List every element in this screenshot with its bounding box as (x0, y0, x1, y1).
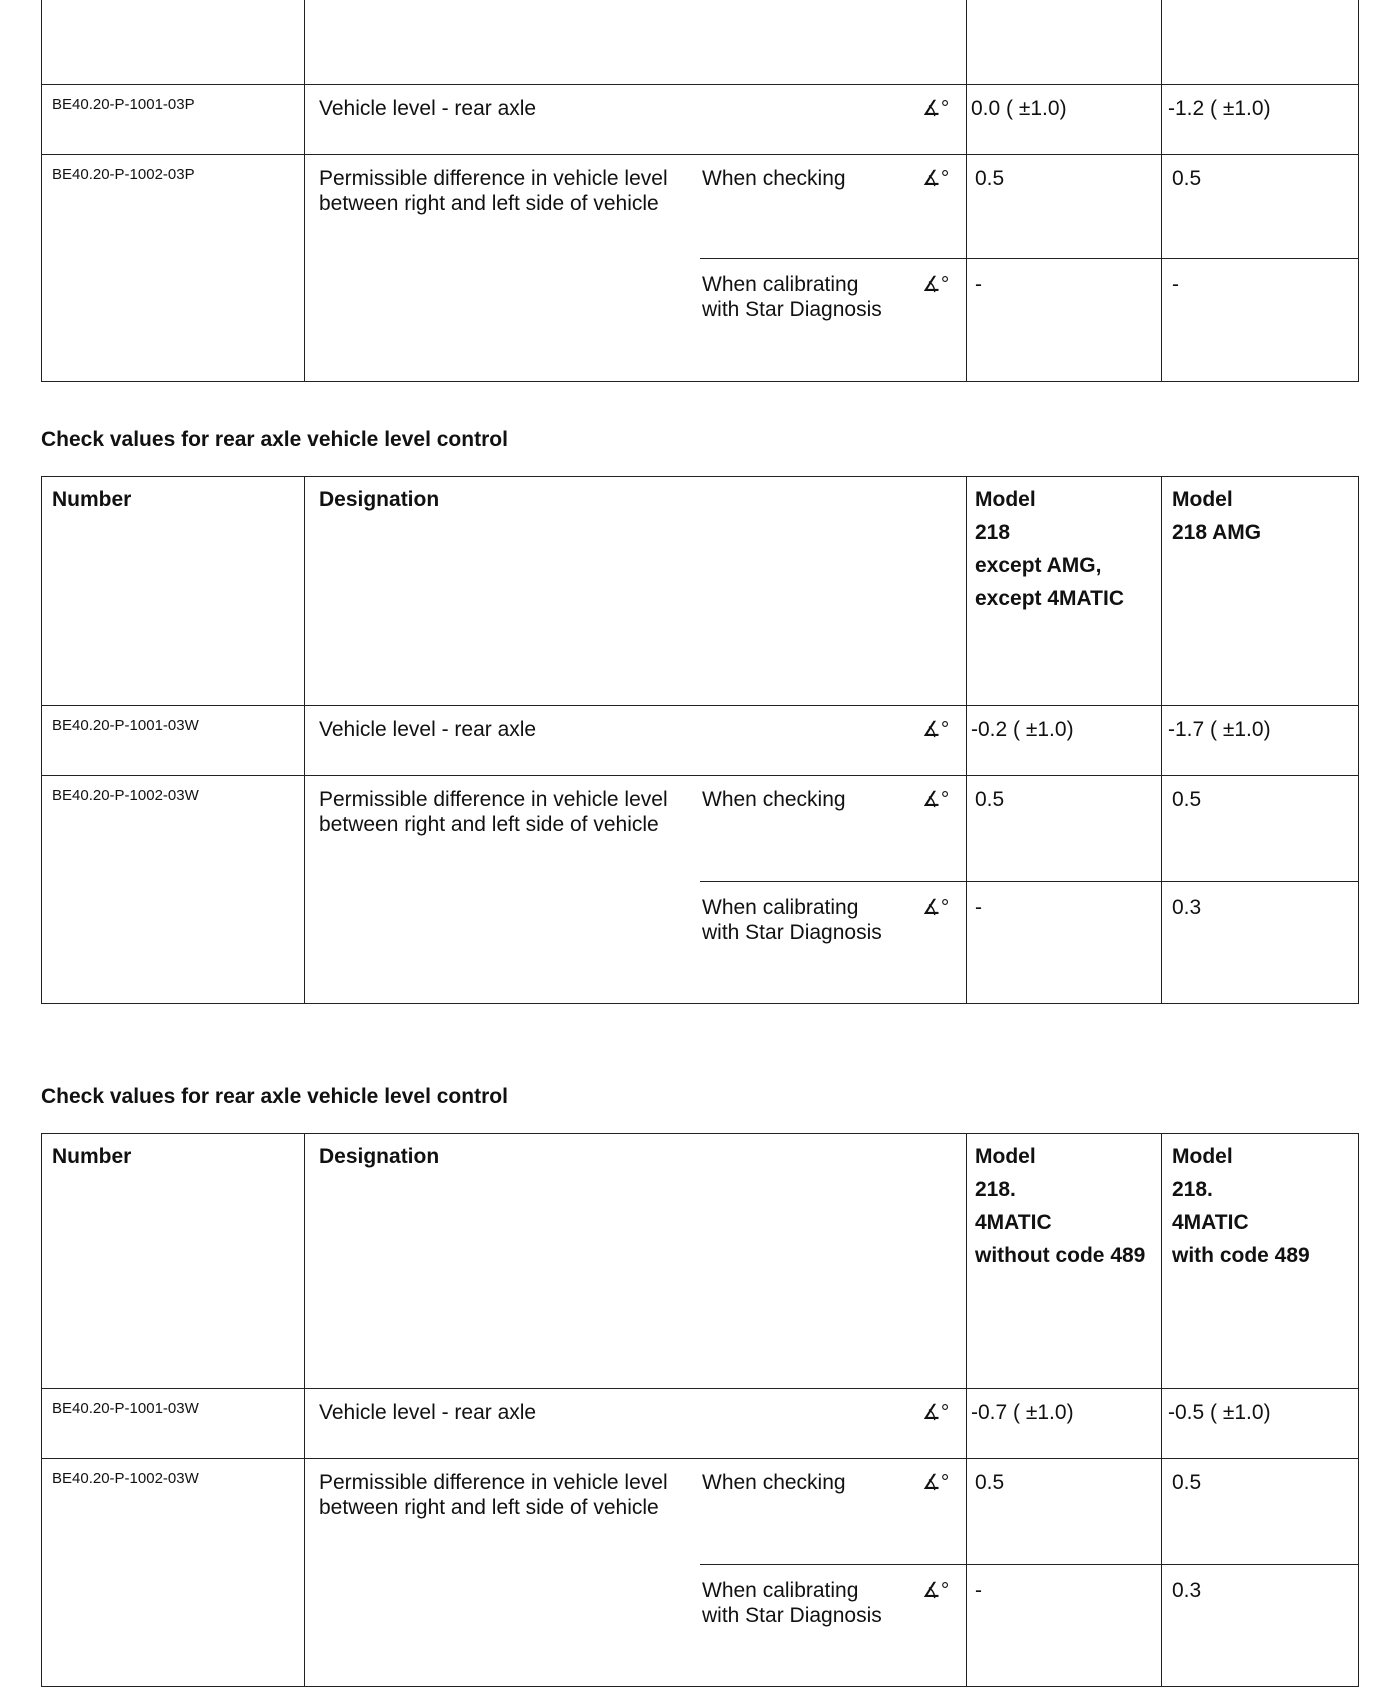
value-col2: 0.3 (1172, 896, 1202, 919)
row-divider (42, 1458, 1358, 1459)
value-col1: - (975, 273, 982, 296)
angle-icon: ∡° (922, 1471, 950, 1494)
angle-icon: ∡° (922, 718, 950, 741)
col-divider (1161, 477, 1162, 1003)
angle-icon: ∡° (922, 1401, 950, 1424)
row-designation: Vehicle level - rear axle (319, 1401, 537, 1424)
header-line: without code 489 (975, 1244, 1146, 1267)
col-divider (966, 477, 967, 1003)
condition-label: When calibrating with Star Diagnosis (702, 273, 882, 321)
row-number: BE40.20-P-1002-03W (52, 787, 199, 804)
value-col2: 0.3 (1172, 1579, 1202, 1602)
value-col2: -1.2 ( ±1.0) (1168, 97, 1271, 120)
value-col1: - (975, 1579, 982, 1602)
col-divider (1161, 1134, 1162, 1686)
col-divider (304, 0, 305, 381)
col-divider (966, 1134, 967, 1686)
col-divider (304, 1134, 305, 1686)
value-col1: - (975, 896, 982, 919)
value-col1: 0.5 (975, 788, 1005, 811)
header-model-col1 (975, 1140, 1155, 1268)
row-divider (42, 154, 1358, 155)
condition-label: When checking (702, 788, 846, 811)
value-col2: 0.5 (1172, 788, 1202, 811)
row-designation: Permissible difference in vehicle level between right and left side of vehicle (319, 167, 668, 215)
header-designation: Designation (319, 488, 440, 511)
condition-label: When checking (702, 1471, 846, 1494)
header-number: Number (52, 488, 132, 511)
row-designation: Vehicle level - rear axle (319, 97, 537, 120)
header-designation: Designation (319, 1145, 440, 1168)
header-line: except AMG, (975, 554, 1102, 577)
value-col1: 0.0 ( ±1.0) (971, 97, 1067, 120)
section-heading: Check values for rear axle vehicle level control (41, 1085, 508, 1108)
row-number: BE40.20-P-1001-03P (52, 96, 195, 113)
condition-label: When calibrating with Star Diagnosis (702, 896, 882, 944)
header-line: Model (1172, 1145, 1233, 1168)
header-line: Model (1172, 488, 1233, 511)
table-2 (41, 476, 1359, 1004)
value-col2: -0.5 ( ±1.0) (1168, 1401, 1271, 1424)
value-col1: -0.2 ( ±1.0) (971, 718, 1074, 741)
header-model-col2 (1172, 483, 1261, 549)
row-divider (42, 84, 1358, 85)
row-designation: Permissible difference in vehicle level between right and left side of vehicle (319, 1471, 668, 1519)
header-line: 218. (975, 1178, 1016, 1201)
table-1 (41, 0, 1359, 382)
header-line: except 4MATIC (975, 587, 1124, 610)
value-col2: - (1172, 273, 1179, 296)
condition-label: When calibrating with Star Diagnosis (702, 1579, 882, 1627)
row-designation: Permissible difference in vehicle level between right and left side of vehicle (319, 788, 668, 836)
header-line: Model (975, 488, 1036, 511)
row-designation: Vehicle level - rear axle (319, 718, 537, 741)
header-line: 218. (1172, 1178, 1213, 1201)
col-divider (966, 0, 967, 381)
row-divider (700, 1564, 1358, 1565)
row-divider (42, 705, 1358, 706)
col-divider (304, 477, 305, 1003)
header-model-col2 (1172, 1140, 1310, 1272)
angle-icon: ∡° (922, 896, 950, 919)
header-line: 4MATIC (1172, 1211, 1249, 1234)
header-model-col1 (975, 483, 1124, 615)
row-divider (42, 1388, 1358, 1389)
section-heading: Check values for rear axle vehicle level control (41, 428, 508, 451)
table-3 (41, 1133, 1359, 1687)
value-col2: 0.5 (1172, 167, 1202, 190)
header-number: Number (52, 1145, 132, 1168)
row-number: BE40.20-P-1001-03W (52, 1400, 199, 1417)
row-divider (700, 258, 1358, 259)
value-col2: -1.7 ( ±1.0) (1168, 718, 1271, 741)
condition-label: When checking (702, 167, 846, 190)
row-divider (42, 775, 1358, 776)
value-col1: 0.5 (975, 167, 1005, 190)
angle-icon: ∡° (922, 788, 950, 811)
header-line: 218 AMG (1172, 521, 1262, 544)
angle-icon: ∡° (922, 97, 950, 120)
header-line: with code 489 (1172, 1244, 1310, 1267)
value-col1: -0.7 ( ±1.0) (971, 1401, 1074, 1424)
angle-icon: ∡° (922, 1579, 950, 1602)
value-col2: 0.5 (1172, 1471, 1202, 1494)
row-number: BE40.20-P-1001-03W (52, 717, 199, 734)
row-number: BE40.20-P-1002-03P (52, 166, 195, 183)
angle-icon: ∡° (922, 273, 950, 296)
row-number: BE40.20-P-1002-03W (52, 1470, 199, 1487)
header-line: 4MATIC (975, 1211, 1052, 1234)
value-col1: 0.5 (975, 1471, 1005, 1494)
header-line: 218 (975, 521, 1011, 544)
header-line: Model (975, 1145, 1036, 1168)
col-divider (1161, 0, 1162, 381)
angle-icon: ∡° (922, 167, 950, 190)
row-divider (700, 881, 1358, 882)
